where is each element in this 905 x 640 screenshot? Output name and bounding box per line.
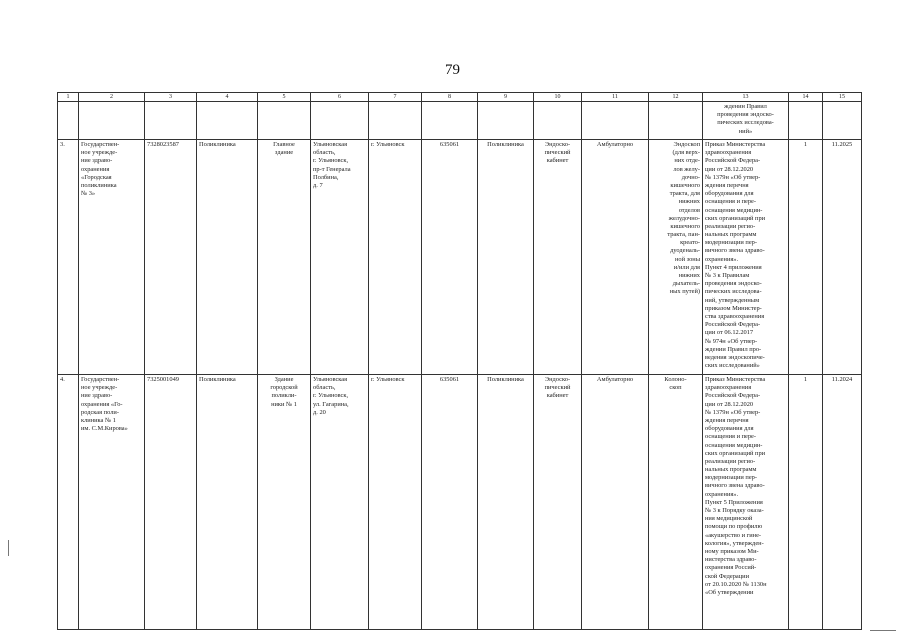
- address: Ульяновская область, г. Ульяновск, ул. Гагарина, д. 20: [311, 375, 369, 630]
- column-number: 10: [534, 93, 582, 102]
- building-name: Главное здание: [258, 140, 311, 375]
- inn-code: 7325001049: [145, 375, 197, 630]
- table-row: [58, 140, 862, 375]
- empty-cell: [79, 102, 145, 140]
- column-number: 8: [422, 93, 478, 102]
- column-number: 9: [478, 93, 534, 102]
- empty-cell: [789, 102, 823, 140]
- legal-basis-continuation: жденин Правил проведения эндоско- пических исследова- ний»: [703, 102, 789, 140]
- column-number: 5: [258, 93, 311, 102]
- postal-index: 635061: [422, 375, 478, 630]
- column-number: 2: [79, 93, 145, 102]
- scan-corner-mark: [870, 630, 896, 631]
- quantity: 1: [789, 375, 823, 630]
- room: Эндоско- пический кабинет: [534, 140, 582, 375]
- column-number: 13: [703, 93, 789, 102]
- table-row: [58, 375, 862, 630]
- column-number: 7: [369, 93, 422, 102]
- department: Поликлиника: [478, 140, 534, 375]
- page-number: 79: [445, 62, 460, 78]
- empty-cell: [369, 102, 422, 140]
- empty-cell: [58, 102, 79, 140]
- facility-type: Поликлиника: [197, 375, 258, 630]
- empty-cell: [197, 102, 258, 140]
- empty-cell: [311, 102, 369, 140]
- organization-name: Государствен- ное учрежде- ние здраво- охранения «Го- родская поли- клиника № 1 им. С.М.Кирова»: [79, 375, 145, 630]
- empty-cell: [478, 102, 534, 140]
- legal-basis: Приказ Министерства здравоохранения Российской Федера- ции от 28.12.2020 № 1379н «Об утвер- ждения перечня оборудования для оснащения и пере- оснащения медицин- ских организаций при реализации регио- нальных программ модернизации пер- вичного звена здраво- охранения». Пункт 5 Приложения № 3 к Порядку оказа- ния медицинской помощи по профилю «акушерство и гине- кология», утвержден- ному приказом Ми- нистерства здраво- охранения Россий- ской Федерации от 20.10.2020 № 1130н «Об утверждении: [703, 375, 789, 630]
- city: г. Ульяновск: [369, 375, 422, 630]
- equipment-name: Эндоскоп (для верх- них отде- лов желу- дочно- кишечного тракта, для нижних отделов желудочно- кишечного тракта, пан- креато- дуоденаль- ной зоны и/или для нижних дыхатель- ных путей): [649, 140, 703, 375]
- department: Поликлиника: [478, 375, 534, 630]
- quantity: 1: [789, 140, 823, 375]
- city: г. Ульяновск: [369, 140, 422, 375]
- empty-cell: [422, 102, 478, 140]
- organization-name: Государствен- ное учрежде- ние здраво- охранения «Городская поликлиника № 3»: [79, 140, 145, 375]
- empty-cell: [823, 102, 862, 140]
- legal-basis: Приказ Министерства здравоохранения Российской Федера- ции от 28.12.2020 № 1379н «Об утвер- ждения перечня оборудования для оснащения и пере- оснащения медицин- ских организаций при реализации регио- нальных программ модернизации пер- вичного звена здраво- охранения». Пункт 4 приложения № 3 к Правилам проведения эндоско- пических исследова- ний, утвержденным приказом Министер- ства здравоохранения Российской Федера- ции от 06.12.2017 № 974н «Об утвер- ждении Правил про- ведения эндоскопиче- ских исследований»: [703, 140, 789, 375]
- continuation-row: [58, 102, 862, 140]
- scan-margin-mark: [8, 540, 9, 556]
- care-condition: Амбулаторно: [582, 140, 649, 375]
- row-number: 3.: [58, 140, 79, 375]
- column-number: 11: [582, 93, 649, 102]
- inn-code: 7328023587: [145, 140, 197, 375]
- empty-cell: [145, 102, 197, 140]
- empty-cell: [534, 102, 582, 140]
- column-number: 4: [197, 93, 258, 102]
- empty-cell: [582, 102, 649, 140]
- facility-type: Поликлиника: [197, 140, 258, 375]
- building-name: Здание городской поликли- ники № 1: [258, 375, 311, 630]
- column-number: 3: [145, 93, 197, 102]
- column-number: 1: [58, 93, 79, 102]
- care-condition: Амбулаторно: [582, 375, 649, 630]
- column-number: 14: [789, 93, 823, 102]
- row-number: 4.: [58, 375, 79, 630]
- address: Ульяновская область, г. Ульяновск, пр-т Генерала Полбина, д. 7: [311, 140, 369, 375]
- empty-cell: [258, 102, 311, 140]
- column-number: 12: [649, 93, 703, 102]
- delivery-date: 11.2024: [823, 375, 862, 630]
- room: Эндоско- пический кабинет: [534, 375, 582, 630]
- equipment-register-table: [57, 92, 862, 630]
- empty-cell: [649, 102, 703, 140]
- column-number: 15: [823, 93, 862, 102]
- column-number: 6: [311, 93, 369, 102]
- column-number-row: [58, 93, 862, 102]
- equipment-name: Колоно- скоп: [649, 375, 703, 630]
- delivery-date: 11.2025: [823, 140, 862, 375]
- postal-index: 635061: [422, 140, 478, 375]
